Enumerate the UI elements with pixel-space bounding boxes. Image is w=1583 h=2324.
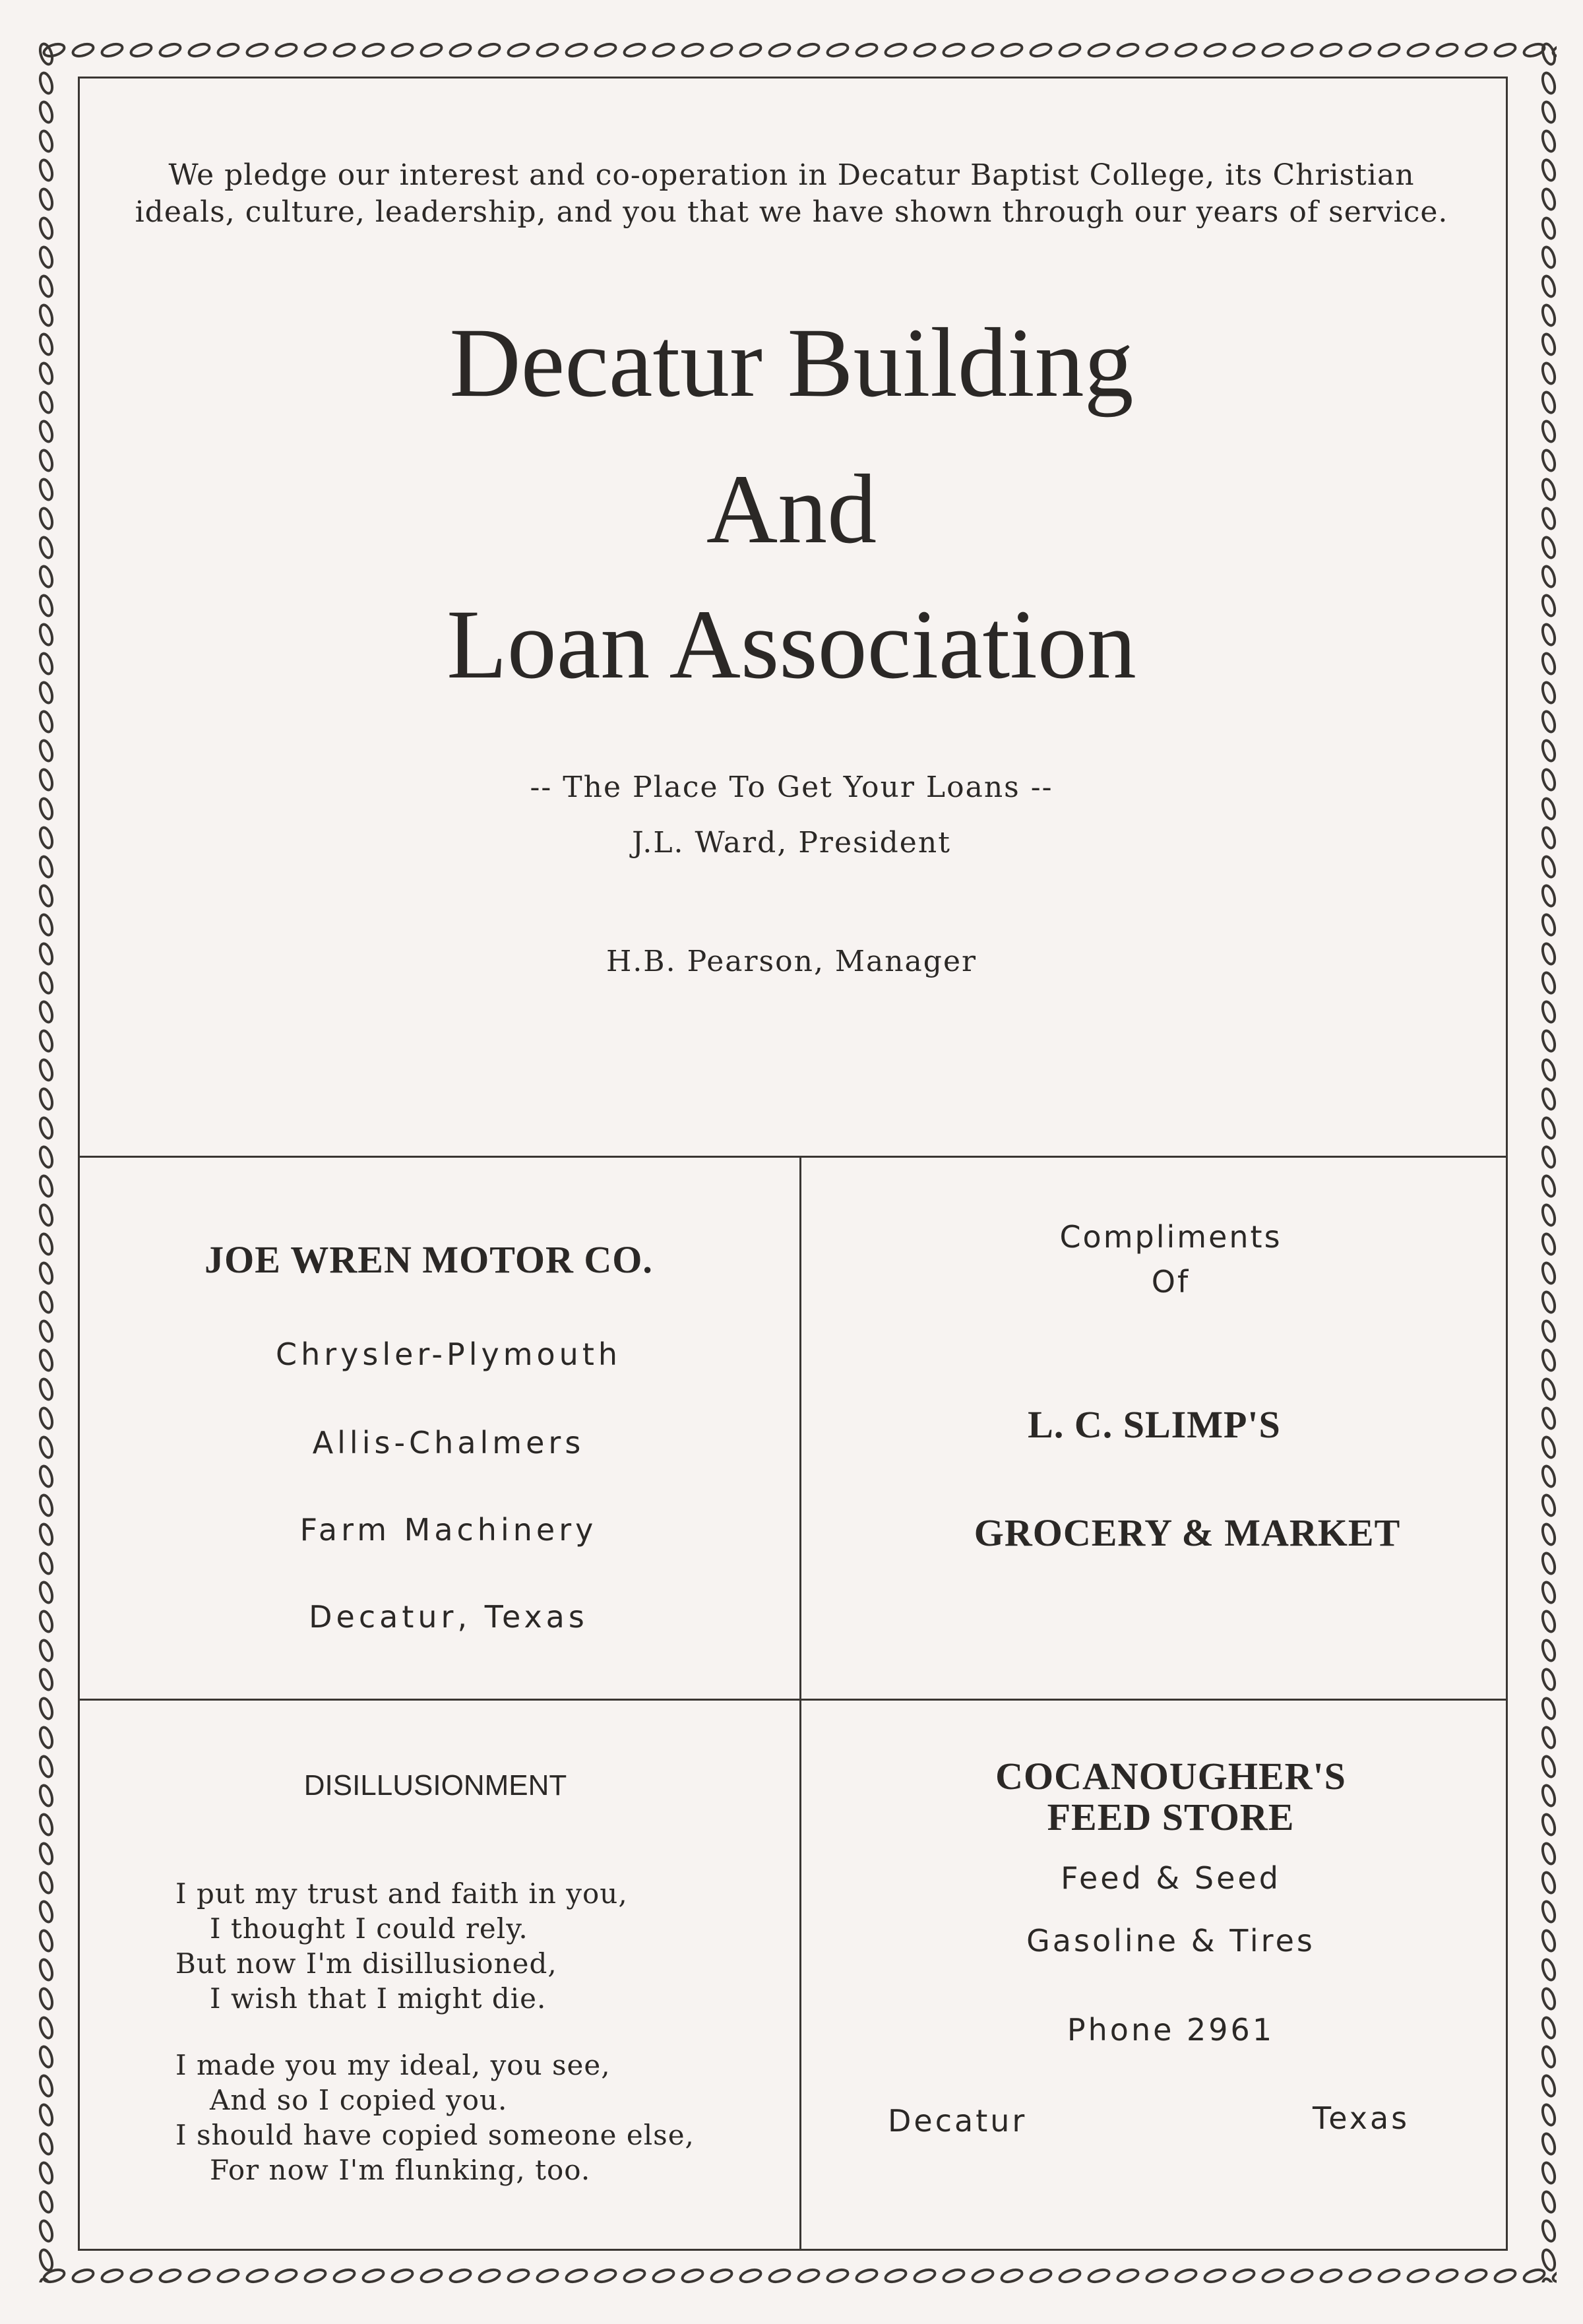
feed-phone: Phone 2961 [1067, 2012, 1275, 2048]
poem-line: I put my trust and faith in you, [175, 1877, 628, 1910]
slimp-business: GROCERY & MARKET [974, 1511, 1401, 1554]
slimp-name: L. C. SLIMP'S [1028, 1403, 1281, 1446]
wren-line-1: Chrysler-Plymouth [275, 1336, 622, 1372]
ad-title-line-1: Decatur Building [449, 308, 1134, 418]
divider-vertical [799, 1157, 801, 2249]
chain-border-top [40, 38, 1557, 62]
poem-line: And so I copied you. [210, 2084, 508, 2116]
poem-line: I made you my ideal, you see, [175, 2049, 611, 2081]
poem-line: I wish that I might die. [210, 1982, 547, 2015]
feed-state: Texas [1313, 2100, 1410, 2136]
president: J.L. Ward, President [632, 826, 951, 860]
ad-title-line-3: Loan Association [447, 590, 1136, 699]
wren-line-4: Decatur, Texas [309, 1599, 588, 1635]
poem-stanza-2 [175, 2048, 695, 2187]
ad-title-line-2: And [706, 455, 877, 564]
poem-line: I should have copied someone else, [175, 2119, 695, 2151]
wren-line-2: Allis-Chalmers [312, 1425, 585, 1460]
slogan: -- The Place To Get Your Loans -- [530, 770, 1053, 804]
poem-line: For now I'm flunking, too. [210, 2154, 591, 2186]
divider-horizontal-2 [79, 1699, 1506, 1701]
poem-title: DISILLUSIONMENT [303, 1769, 567, 1802]
feed-name-line-2: FEED STORE [1047, 1796, 1295, 1838]
pledge-line-2: ideals, culture, leadership, and you that we have shown through our years of service. [135, 195, 1448, 229]
pledge-text [132, 157, 1451, 231]
chain-border-left [34, 40, 58, 2282]
poem-stanza-1 [175, 1876, 628, 2016]
slimp-of: Of [1151, 1264, 1191, 1300]
divider-horizontal-1 [79, 1156, 1506, 1158]
feed-city: Decatur [888, 2103, 1028, 2139]
slimp-compliments: Compliments [1059, 1219, 1282, 1255]
chain-border-bottom [40, 2264, 1557, 2288]
pledge-line-1: We pledge our interest and co-operation in Decatur Baptist College, its Christian [168, 158, 1415, 192]
manager: H.B. Pearson, Manager [605, 945, 978, 978]
wren-line-3: Farm Machinery [299, 1512, 598, 1548]
poem-line: But now I'm disillusioned, [175, 1947, 557, 1980]
wren-name: JOE WREN MOTOR CO. [204, 1238, 653, 1281]
feed-line-1: Feed & Seed [1061, 1860, 1281, 1896]
poem-line: I thought I could rely. [210, 1912, 528, 1945]
feed-line-2: Gasoline & Tires [1026, 1923, 1315, 1959]
feed-name-line-1: COCANOUGHER'S [995, 1755, 1346, 1798]
chain-border-right [1537, 40, 1561, 2282]
